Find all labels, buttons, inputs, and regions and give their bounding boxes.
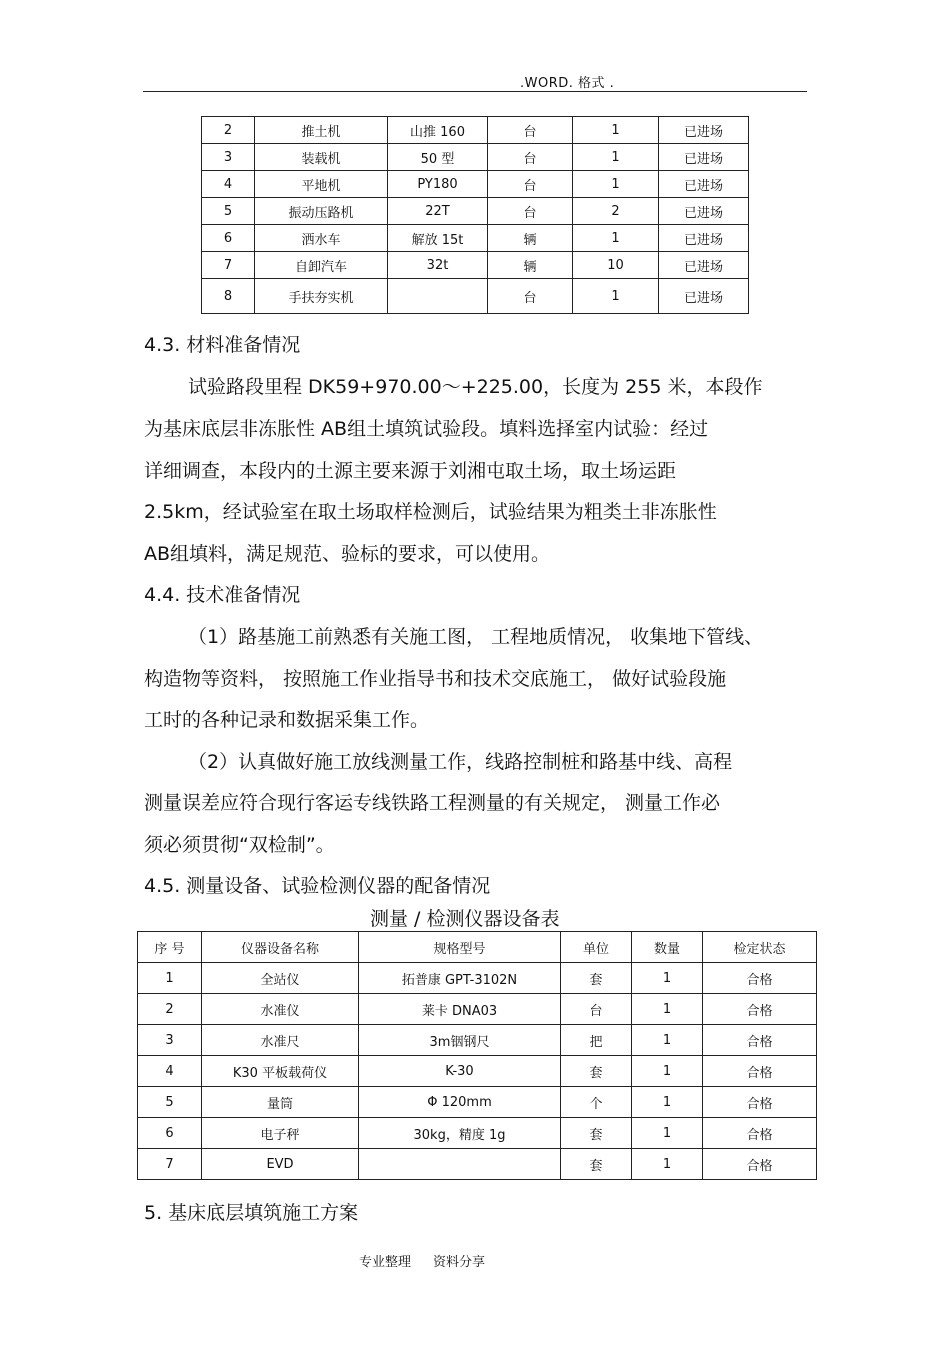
table-cell: Φ 120mm [359,1087,561,1118]
table-cell: 电子秤 [202,1118,359,1149]
table-cell: 莱卡 DNA03 [359,994,561,1025]
table-row [202,144,749,171]
table-row [138,963,817,994]
table-cell: 合格 [703,994,817,1025]
table-cell: 辆 [488,225,573,252]
paragraph-line: 构造物等资料， 按照施工作业指导书和技术交底施工， 做好试验段施 [144,668,727,690]
table-cell: 解放 15t [388,225,488,252]
heading-5: 5. 基床底层填筑施工方案 [144,1202,359,1224]
table-cell: 1 [573,144,659,171]
paragraph-line: （1）路基施工前熟悉有关施工图， 工程地质情况， 收集地下管线、 [188,626,764,648]
page-footer [359,1251,485,1270]
table-row [202,252,749,279]
heading-4-4: 4.4. 技术准备情况 [144,584,301,606]
table-cell: 平地机 [255,171,388,198]
table-cell: 2 [573,198,659,225]
table-cell: 已进场 [659,144,749,171]
instrument-table-title: 测量 / 检测仪器设备表 [370,908,560,930]
table-cell: 辆 [488,252,573,279]
table-cell: 合格 [703,1087,817,1118]
table-cell: 已进场 [659,279,749,314]
table-cell: 水准仪 [202,994,359,1025]
paragraph-line: 测量误差应符合现行客运专线铁路工程测量的有关规定， 测量工作必 [144,792,721,814]
table-cell: 推土机 [255,117,388,144]
table-cell: 套 [561,1056,632,1087]
table-cell: PY180 [388,171,488,198]
paragraph-line: AB组填料，满足规范、验标的要求，可以使用。 [144,543,551,565]
paragraph-line: 试验路段里程 DK59+970.00～+225.00，长度为 255 米，本段作 [188,376,763,398]
table-cell: 1 [138,963,202,994]
equipment-table [201,116,749,314]
paragraph-line: 须必须贯彻“双检制”。 [144,834,335,856]
header-text: .WORD. 格式 . [520,76,615,91]
table-cell: 1 [632,1087,703,1118]
table-cell: 6 [202,225,255,252]
table-row [138,1056,817,1087]
table-cell: 台 [488,144,573,171]
table-cell: 22T [388,198,488,225]
table-row [202,198,749,225]
column-header: 数量 [632,932,703,963]
table-cell: 3 [202,144,255,171]
table-cell: 7 [202,252,255,279]
table-cell: 已进场 [659,171,749,198]
heading-4-5: 4.5. 测量设备、试验检测仪器的配备情况 [144,875,491,897]
instrument-table-header [138,932,817,963]
table-cell: 拓普康 GPT-3102N [359,963,561,994]
column-header: 序 号 [138,932,202,963]
table-cell: K-30 [359,1056,561,1087]
table-cell: 2 [202,117,255,144]
table-cell: 套 [561,1149,632,1180]
table-cell: K30 平板载荷仪 [202,1056,359,1087]
equipment-table-body [202,117,749,314]
column-header: 仪器设备名称 [202,932,359,963]
table-cell: 1 [632,1025,703,1056]
table-cell: 1 [573,279,659,314]
table-cell: 合格 [703,1056,817,1087]
paragraph-line: （2）认真做好施工放线测量工作，线路控制桩和路基中线、高程 [188,751,733,773]
table-cell [388,279,488,314]
table-cell: 台 [488,198,573,225]
table-row [138,1025,817,1056]
table-cell: 1 [632,963,703,994]
table-cell: 振动压路机 [255,198,388,225]
table-row [202,171,749,198]
table-cell: 合格 [703,963,817,994]
table-row [138,1118,817,1149]
table-cell: 全站仪 [202,963,359,994]
table-cell: 山推 160 [388,117,488,144]
table-cell: 手扶夯实机 [255,279,388,314]
paragraph-line: 为基床底层非冻胀性 AB组土填筑试验段。填料选择室内试验：经过 [144,418,709,440]
footer-left: 专业整理 [359,1255,412,1270]
table-cell: 4 [202,171,255,198]
table-cell: 7 [138,1149,202,1180]
table-cell: 台 [488,117,573,144]
table-cell: 已进场 [659,252,749,279]
table-cell: 32t [388,252,488,279]
table-cell: 50 型 [388,144,488,171]
table-cell: 套 [561,1118,632,1149]
table-cell: 台 [488,171,573,198]
table-cell: 1 [573,171,659,198]
table-cell: 已进场 [659,117,749,144]
table-cell: 合格 [703,1149,817,1180]
table-cell: 8 [202,279,255,314]
table-cell: 5 [138,1087,202,1118]
table-cell: 4 [138,1056,202,1087]
column-header: 检定状态 [703,932,817,963]
table-cell: 2 [138,994,202,1025]
heading-4-3: 4.3. 材料准备情况 [144,334,301,356]
table-cell [359,1149,561,1180]
table-cell: 套 [561,963,632,994]
column-header: 单位 [561,932,632,963]
table-cell: 水准尺 [202,1025,359,1056]
table-cell: 1 [573,225,659,252]
table-row [202,225,749,252]
table-cell: 1 [632,1149,703,1180]
table-cell: 1 [632,994,703,1025]
paragraph-line: 详细调查，本段内的土源主要来源于刘湘屯取土场，取土场运距 [144,460,677,482]
table-cell: 6 [138,1118,202,1149]
column-header: 规格型号 [359,932,561,963]
table-cell: 3m铟钢尺 [359,1025,561,1056]
table-row [202,117,749,144]
table-cell: 量筒 [202,1087,359,1118]
table-cell: 3 [138,1025,202,1056]
table-row [202,279,749,314]
table-cell: 合格 [703,1118,817,1149]
table-cell: 装载机 [255,144,388,171]
table-cell: 合格 [703,1025,817,1056]
instrument-table-body [138,963,817,1180]
table-cell: 10 [573,252,659,279]
table-cell: 自卸汽车 [255,252,388,279]
table-cell: 已进场 [659,225,749,252]
table-cell: 洒水车 [255,225,388,252]
table-cell: 1 [632,1056,703,1087]
table-cell: EVD [202,1149,359,1180]
table-row [138,1087,817,1118]
paragraph-line: 工时的各种记录和数据采集工作。 [144,709,430,731]
paragraph-line: 2.5km，经试验室在取土场取样检测后，试验结果为粗类土非冻胀性 [144,501,717,523]
table-cell: 30kg，精度 1g [359,1118,561,1149]
table-cell: 1 [632,1118,703,1149]
table-row [138,994,817,1025]
table-cell: 已进场 [659,198,749,225]
table-cell: 台 [488,279,573,314]
footer-right: 资料分享 [433,1255,486,1270]
table-row [138,1149,817,1180]
table-cell: 台 [561,994,632,1025]
table-cell: 1 [573,117,659,144]
header-rule [143,91,807,92]
table-cell: 5 [202,198,255,225]
table-cell: 把 [561,1025,632,1056]
instrument-table [137,931,817,1180]
table-cell: 个 [561,1087,632,1118]
